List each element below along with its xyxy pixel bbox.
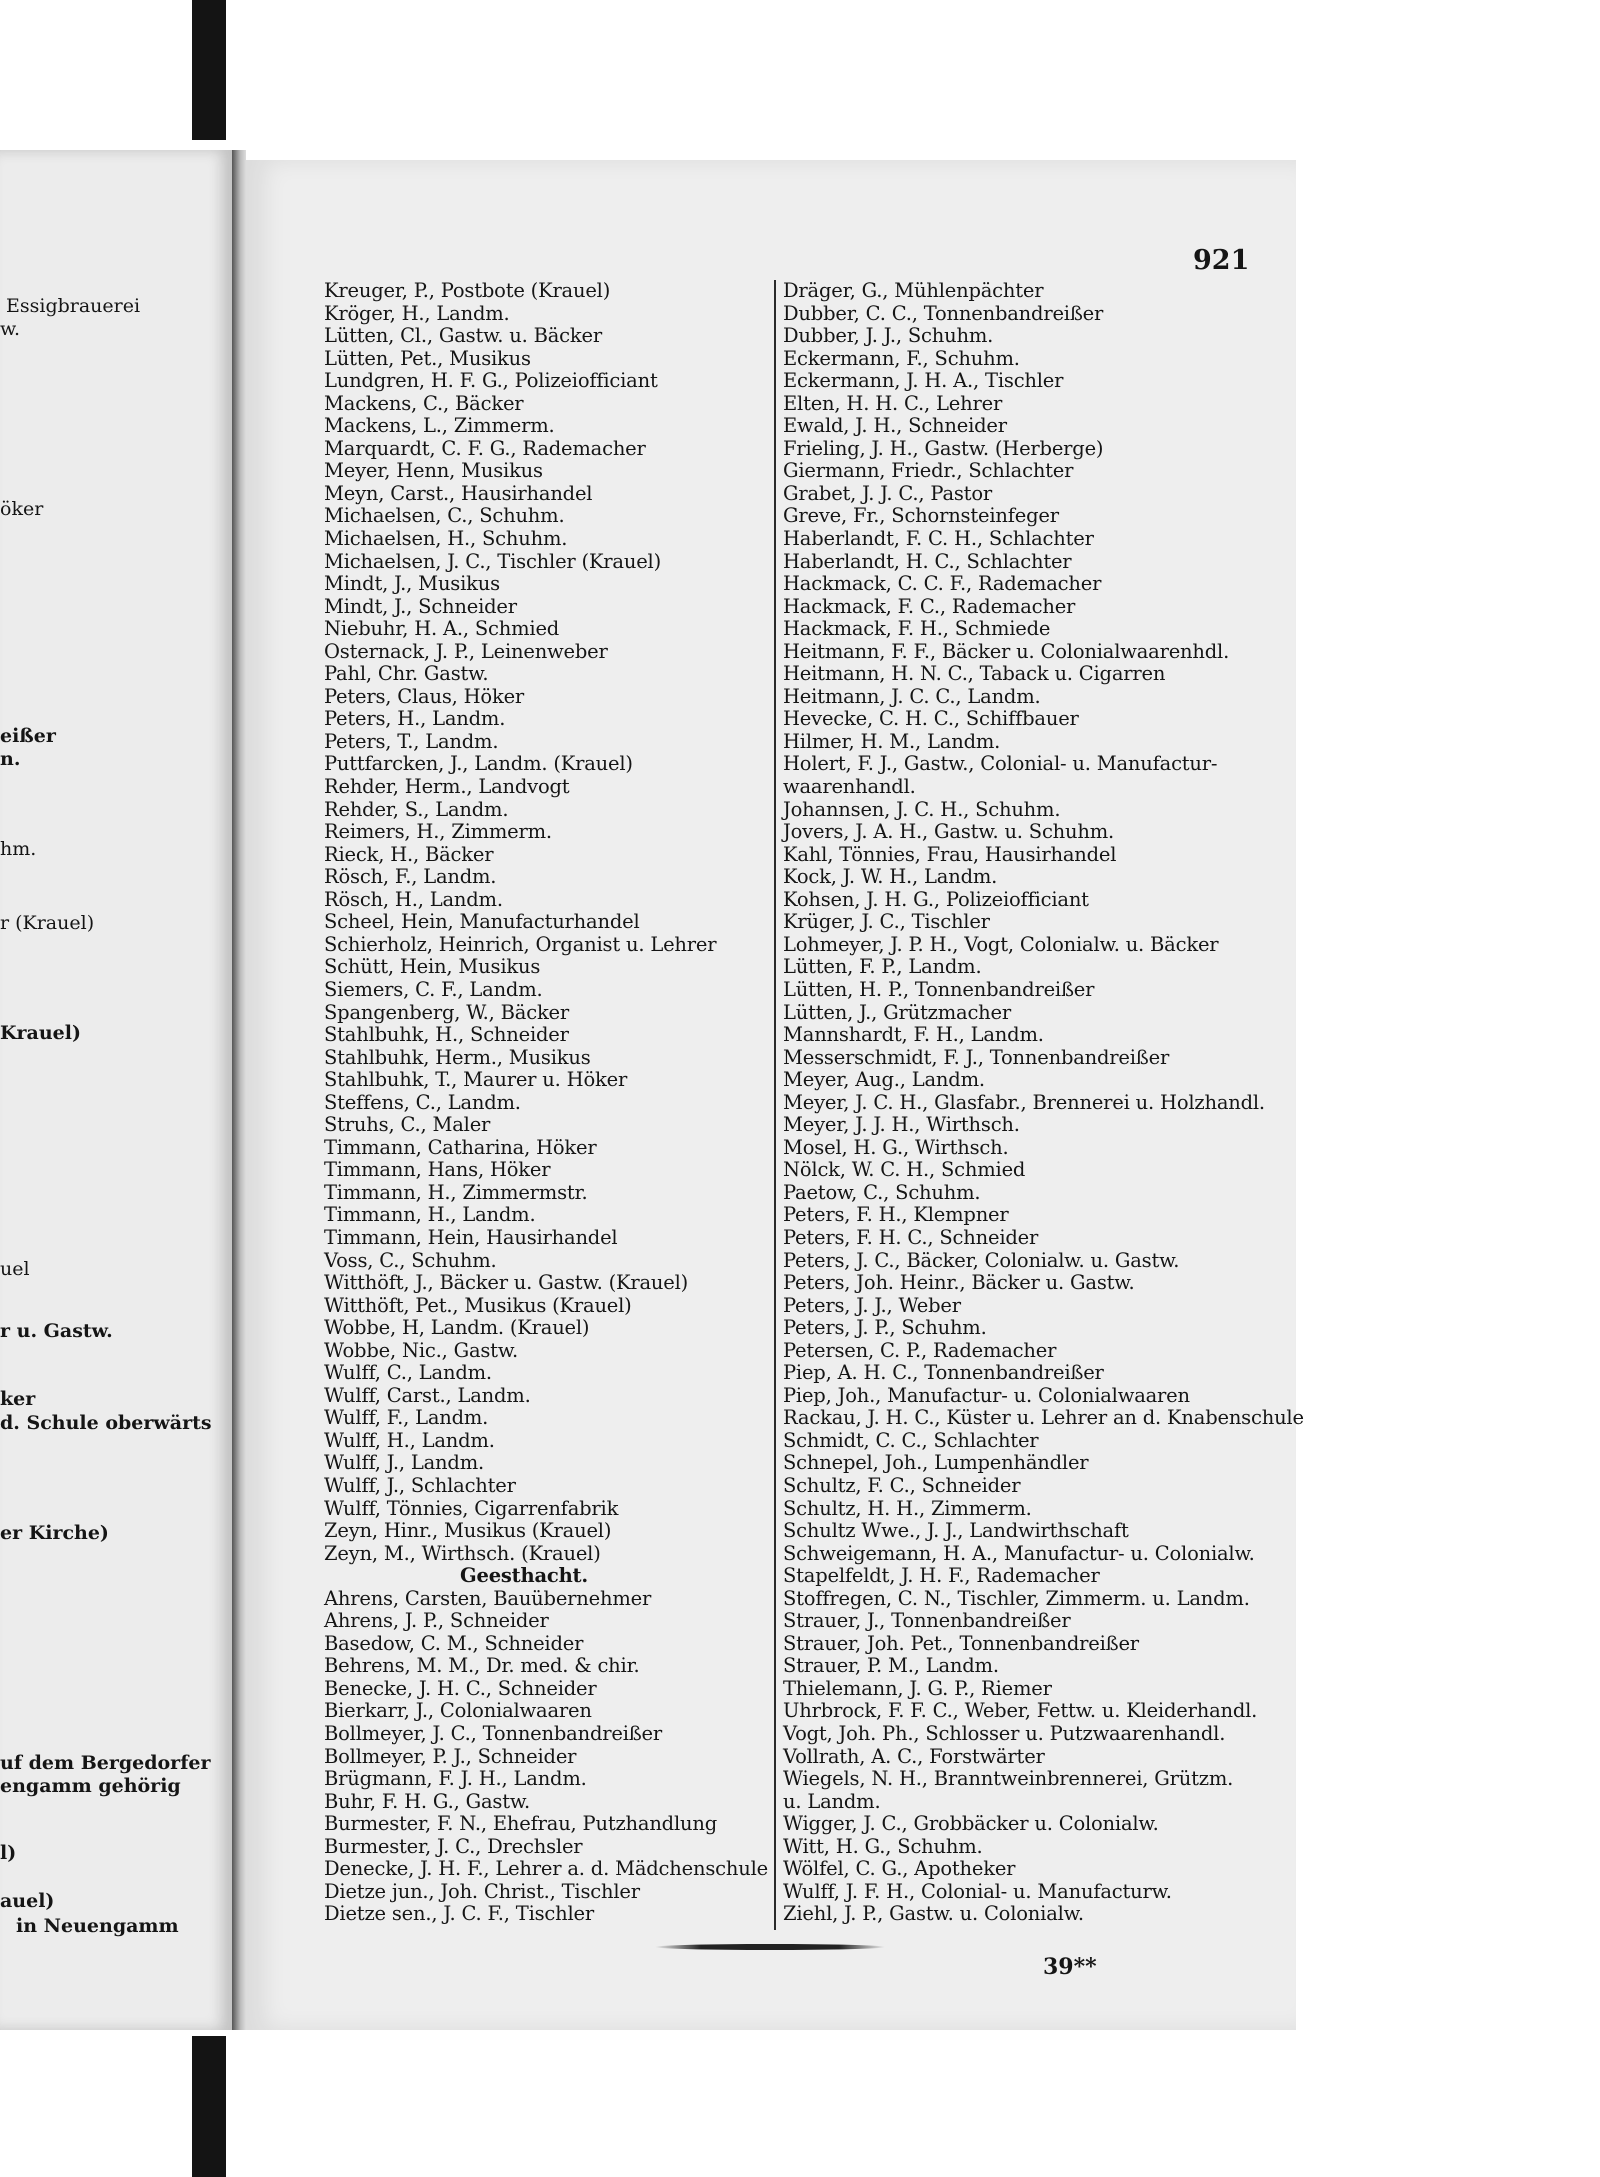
directory-entry: Schierholz, Heinrich, Organist u. Lehrer xyxy=(324,932,717,956)
directory-entry: Peters, H., Landm. xyxy=(324,707,506,731)
directory-entry: Spangenberg, W., Bäcker xyxy=(324,1000,570,1024)
directory-entry: Struhs, C., Maler xyxy=(324,1113,491,1137)
directory-entry: Osternack, J. P., Leinenweber xyxy=(324,639,608,663)
directory-entry: Wulff, H., Landm. xyxy=(324,1428,495,1452)
directory-entry: Wigger, J. C., Grobbäcker u. Colonialw. xyxy=(783,1812,1159,1836)
directory-entry: Zeyn, M., Wirthsch. (Krauel) xyxy=(324,1541,601,1565)
directory-entry: Heitmann, H. N. C., Taback u. Cigarren xyxy=(783,662,1166,686)
directory-entry: Burmester, J. C., Drechsler xyxy=(324,1834,583,1858)
directory-entry: Grabet, J. J. C., Pastor xyxy=(783,481,992,505)
directory-entry: Strauer, J., Tonnenbandreißer xyxy=(783,1609,1071,1633)
directory-entry: Frieling, J. H., Gastw. (Herberge) xyxy=(783,436,1104,460)
directory-entry: Elten, H. H. C., Lehrer xyxy=(783,391,1003,415)
directory-entry: Timmann, Hans, Höker xyxy=(324,1158,551,1182)
directory-entry: Behrens, M. M., Dr. med. & chir. xyxy=(324,1654,640,1678)
directory-entry: Michaelsen, H., Schuhm. xyxy=(324,527,568,551)
left-page-fragment: ker xyxy=(0,1388,36,1410)
directory-entry: Kohsen, J. H. G., Polizeiofficiant xyxy=(783,887,1089,911)
directory-entry: Piep, A. H. C., Tonnenbandreißer xyxy=(783,1361,1104,1385)
directory-entry: Timmann, Catharina, Höker xyxy=(324,1135,597,1159)
directory-entry: Mindt, J., Schneider xyxy=(324,594,517,618)
left-page-fragment: r u. Gastw. xyxy=(0,1320,113,1342)
directory-entry: Strauer, P. M., Landm. xyxy=(783,1654,999,1678)
directory-entry: Stoffregen, C. N., Tischler, Zimmerm. u. Landm. xyxy=(783,1586,1250,1610)
left-page-fragment: auel) xyxy=(0,1890,55,1912)
left-page-fragment: engamm gehörig xyxy=(0,1775,181,1797)
directory-entry: Witt, H. G., Schuhm. xyxy=(783,1834,983,1858)
directory-entry: Pahl, Chr. Gastw. xyxy=(324,662,489,686)
directory-entry: Uhrbrock, F. F. C., Weber, Fettw. u. Kleiderhandl. xyxy=(783,1699,1258,1723)
directory-entry: Lundgren, H. F. G., Polizeiofficiant xyxy=(324,369,658,393)
directory-entry: Benecke, J. H. C., Schneider xyxy=(324,1676,597,1700)
directory-entry: Dietze sen., J. C. F., Tischler xyxy=(324,1902,594,1926)
directory-entry: Lütten, H. P., Tonnenbandreißer xyxy=(783,977,1095,1001)
directory-entry: Holert, F. J., Gastw., Colonial- u. Manufactur- xyxy=(783,752,1218,776)
directory-entry: Bollmeyer, P. J., Schneider xyxy=(324,1744,577,1768)
directory-entry: Mannshardt, F. H., Landm. xyxy=(783,1023,1044,1047)
directory-entry: Schütt, Hein, Musikus xyxy=(324,955,541,979)
left-page-fragment: r (Krauel) xyxy=(0,912,95,934)
directory-entry: Rösch, H., Landm. xyxy=(324,887,503,911)
left-page-fragment: n. xyxy=(0,748,21,770)
directory-entry: Timmann, H., Zimmermstr. xyxy=(324,1180,588,1204)
left-page-fragment: uf dem Bergedorfer xyxy=(0,1752,211,1774)
directory-entry: Peters, F. H., Klempner xyxy=(783,1203,1009,1227)
directory-entry: Hackmack, C. C. F., Rademacher xyxy=(783,572,1102,596)
directory-entry: Thielemann, J. G. P., Riemer xyxy=(783,1676,1052,1700)
directory-entry: Stahlbuhk, Herm., Musikus xyxy=(324,1045,591,1069)
directory-entry: Voss, C., Schuhm. xyxy=(324,1248,497,1272)
page-number: 921 xyxy=(1193,245,1250,276)
left-page-fragment: hm. xyxy=(0,838,37,860)
directory-entry: Hilmer, H. M., Landm. xyxy=(783,729,1001,753)
directory-entry: Stapelfeldt, J. H. F., Rademacher xyxy=(783,1564,1100,1588)
directory-entry: Steffens, C., Landm. xyxy=(324,1090,521,1114)
directory-entry: Rösch, F., Landm. xyxy=(324,865,497,889)
directory-entry: Ahrens, Carsten, Bauübernehmer xyxy=(324,1586,652,1610)
directory-entry: Rieck, H., Bäcker xyxy=(324,842,494,866)
directory-entry: Vogt, Joh. Ph., Schlosser u. Putzwaarenhandl. xyxy=(783,1722,1226,1745)
directory-entry: Mindt, J., Musikus xyxy=(324,572,500,596)
directory-entry: Johannsen, J. C. H., Schuhm. xyxy=(783,797,1061,821)
directory-entry: Denecke, J. H. F., Lehrer a. d. Mädchenschule xyxy=(324,1857,768,1881)
directory-entry: Greve, Fr., Schornsteinfeger xyxy=(783,504,1059,528)
directory-entry: Dietze jun., Joh. Christ., Tischler xyxy=(324,1879,640,1903)
left-page-fragment: öker xyxy=(0,498,44,520)
directory-entry: Eckermann, F., Schuhm. xyxy=(783,346,1020,370)
signature-mark: 39** xyxy=(1043,1954,1097,1980)
directory-entry: Wiegels, N. H., Branntweinbrennerei, Grützm. xyxy=(783,1767,1234,1791)
scan-border-top xyxy=(192,0,226,140)
directory-entry: Heitmann, J. C. C., Landm. xyxy=(783,684,1041,708)
directory-entry: Kröger, H., Landm. xyxy=(324,301,510,325)
directory-entry: Timmann, H., Landm. xyxy=(324,1203,536,1227)
section-heading: Geesthacht. xyxy=(460,1564,588,1588)
directory-entry: Wulff, J., Schlachter xyxy=(324,1473,516,1497)
directory-entry: Paetow, C., Schuhm. xyxy=(783,1180,981,1204)
directory-entry: Mackens, C., Bäcker xyxy=(324,391,524,415)
directory-entry: Dubber, J. J., Schuhm. xyxy=(783,324,994,348)
directory-entry: Niebuhr, H. A., Schmied xyxy=(324,617,560,641)
directory-entry: waarenhandl. xyxy=(783,775,916,799)
directory-entry: Stahlbuhk, H., Schneider xyxy=(324,1023,569,1047)
directory-entry: Nölck, W. C. H., Schmied xyxy=(783,1158,1026,1182)
directory-entry: Krüger, J. C., Tischler xyxy=(783,910,990,934)
left-page-fragment: l) xyxy=(0,1842,17,1864)
directory-entry: Michaelsen, J. C., Tischler (Krauel) xyxy=(324,549,662,573)
directory-entry: Ahrens, J. P., Schneider xyxy=(324,1609,549,1633)
directory-entry: Wulff, C., Landm. xyxy=(324,1361,492,1385)
directory-entry: Burmester, F. N., Ehefrau, Putzhandlung xyxy=(324,1812,718,1836)
directory-entry: Meyer, Aug., Landm. xyxy=(783,1068,985,1092)
left-page-fragment: w. xyxy=(0,318,21,340)
directory-entry: Rehder, S., Landm. xyxy=(324,797,509,821)
left-page-fragment: d. Schule oberwärts xyxy=(0,1412,212,1434)
directory-entry: Mosel, H. G., Wirthsch. xyxy=(783,1135,1009,1159)
directory-entry: Basedow, C. M., Schneider xyxy=(324,1631,584,1655)
directory-entry: Lütten, Cl., Gastw. u. Bäcker xyxy=(324,324,602,348)
directory-entry: Piep, Joh., Manufactur- u. Colonialwaaren xyxy=(783,1383,1190,1407)
directory-entry: Rehder, Herm., Landvogt xyxy=(324,775,570,799)
directory-entry: Marquardt, C. F. G., Rademacher xyxy=(324,436,646,460)
directory-entry: Hevecke, C. H. C., Schiffbauer xyxy=(783,707,1079,731)
end-ornament xyxy=(655,1944,885,1950)
directory-entry: Meyn, Carst., Hausirhandel xyxy=(324,481,593,505)
directory-entry: Reimers, H., Zimmerm. xyxy=(324,820,552,844)
directory-entry: Ewald, J. H., Schneider xyxy=(783,414,1007,438)
directory-entry: Messerschmidt, F. J., Tonnenbandreißer xyxy=(783,1045,1170,1069)
directory-entry: Puttfarcken, J., Landm. (Krauel) xyxy=(324,752,633,776)
directory-entry: Schultz Wwe., J. J., Landwirthschaft xyxy=(783,1519,1129,1543)
directory-entry: Scheel, Hein, Manufacturhandel xyxy=(324,910,640,934)
directory-entry: Hackmack, F. H., Schmiede xyxy=(783,617,1051,641)
directory-entry: u. Landm. xyxy=(783,1789,881,1813)
directory-entry: Eckermann, J. H. A., Tischler xyxy=(783,369,1064,393)
directory-entry: Schnepel, Joh., Lumpenhändler xyxy=(783,1451,1089,1475)
directory-entry: Haberlandt, H. C., Schlachter xyxy=(783,549,1072,573)
directory-entry: Lütten, J., Grützmacher xyxy=(783,1000,1012,1024)
directory-entry: Kahl, Tönnies, Frau, Hausirhandel xyxy=(783,842,1117,866)
directory-entry: Jovers, J. A. H., Gastw. u. Schuhm. xyxy=(783,820,1115,844)
left-page-fragment: eißer xyxy=(0,725,56,747)
book-gutter xyxy=(232,150,246,2030)
directory-entry: Wobbe, H, Landm. (Krauel) xyxy=(324,1316,590,1340)
directory-entry: Petersen, C. P., Rademacher xyxy=(783,1338,1057,1362)
directory-entry: Witthöft, Pet., Musikus (Krauel) xyxy=(324,1293,632,1317)
directory-entry: Hackmack, F. C., Rademacher xyxy=(783,594,1076,618)
directory-entry: Dubber, C. C., Tonnenbandreißer xyxy=(783,301,1104,325)
directory-entry: Siemers, C. F., Landm. xyxy=(324,977,543,1001)
directory-column-right xyxy=(783,279,1304,1926)
directory-entry: Wulff, Carst., Landm. xyxy=(324,1383,531,1407)
directory-entry: Lütten, F. P., Landm. xyxy=(783,955,982,979)
directory-entry: Buhr, F. H. G., Gastw. xyxy=(324,1789,531,1813)
directory-entry: Wulff, J., Landm. xyxy=(324,1451,484,1475)
directory-entry: Rackau, J. H. C., Küster u. Lehrer an d. Knabenschule xyxy=(783,1406,1304,1430)
directory-entry: Peters, F. H. C., Schneider xyxy=(783,1225,1039,1249)
directory-entry: Michaelsen, C., Schuhm. xyxy=(324,504,565,528)
directory-entry: Meyer, J. C. H., Glasfabr., Brennerei u. Holzhandl. xyxy=(783,1090,1265,1114)
directory-entry: Brügmann, F. J. H., Landm. xyxy=(324,1767,587,1791)
directory-entry: Giermann, Friedr., Schlachter xyxy=(783,459,1074,483)
directory-entry: Haberlandt, F. C. H., Schlachter xyxy=(783,527,1094,551)
left-page-fragment: uel xyxy=(0,1258,30,1280)
directory-entry: Kock, J. W. H., Landm. xyxy=(783,865,998,889)
directory-entry: Schultz, H. H., Zimmerm. xyxy=(783,1496,1032,1520)
directory-entry: Peters, T., Landm. xyxy=(324,729,499,753)
directory-entry: Heitmann, F. F., Bäcker u. Colonialwaarenhdl. xyxy=(783,639,1230,663)
directory-entry: Wobbe, Nic., Gastw. xyxy=(324,1338,518,1362)
directory-entry: Wulff, J. F. H., Colonial- u. Manufacturw. xyxy=(783,1879,1172,1903)
directory-entry: Zeyn, Hinr., Musikus (Krauel) xyxy=(324,1519,612,1543)
directory-entry: Stahlbuhk, T., Maurer u. Höker xyxy=(324,1068,628,1092)
left-page-fragment: Krauel) xyxy=(0,1022,81,1044)
directory-entry: Peters, J. P., Schuhm. xyxy=(783,1316,987,1340)
directory-entry: Timmann, Hein, Hausirhandel xyxy=(324,1225,618,1249)
left-page-edge xyxy=(0,150,232,2030)
directory-entry: Wulff, F., Landm. xyxy=(324,1406,489,1430)
directory-entry: Schultz, F. C., Schneider xyxy=(783,1473,1021,1497)
directory-entry: Wölfel, C. G., Apotheker xyxy=(783,1857,1016,1881)
left-page-fragment: in Neuengamm xyxy=(16,1915,179,1937)
directory-entry: Meyer, J. J. H., Wirthsch. xyxy=(783,1113,1020,1137)
directory-column-left xyxy=(324,279,768,1926)
directory-entry: Meyer, Henn, Musikus xyxy=(324,459,543,483)
directory-entry: Mackens, L., Zimmerm. xyxy=(324,414,555,438)
scan-border-bottom xyxy=(192,2036,226,2177)
directory-entry: Peters, J. C., Bäcker, Colonialw. u. Gastw. xyxy=(783,1248,1180,1272)
left-page-fragment: Essigbrauerei xyxy=(6,295,141,317)
directory-entry: Peters, J. J., Weber xyxy=(783,1293,961,1317)
directory-entry: Witthöft, J., Bäcker u. Gastw. (Krauel) xyxy=(324,1271,689,1295)
directory-entry: Peters, Joh. Heinr., Bäcker u. Gastw. xyxy=(783,1271,1135,1295)
directory-entry: Peters, Claus, Höker xyxy=(324,684,525,708)
left-page-fragment: er Kirche) xyxy=(0,1522,109,1544)
directory-entry: Wulff, Tönnies, Cigarrenfabrik xyxy=(324,1496,619,1520)
directory-entry: Strauer, Joh. Pet., Tonnenbandreißer xyxy=(783,1631,1139,1655)
directory-entry: Ziehl, J. P., Gastw. u. Colonialw. xyxy=(783,1902,1084,1926)
directory-entry: Schweigemann, H. A., Manufactur- u. Colonialw. xyxy=(783,1541,1255,1565)
directory-entry: Lütten, Pet., Musikus xyxy=(324,346,531,370)
directory-entry: Lohmeyer, J. P. H., Vogt, Colonialw. u. Bäcker xyxy=(783,932,1219,956)
directory-entry: Vollrath, A. C., Forstwärter xyxy=(783,1744,1045,1768)
directory-entry: Bierkarr, J., Colonialwaaren xyxy=(324,1699,592,1723)
column-divider xyxy=(774,280,776,1930)
directory-entry: Schmidt, C. C., Schlachter xyxy=(783,1428,1039,1452)
directory-entry: Bollmeyer, J. C., Tonnenbandreißer xyxy=(324,1722,663,1745)
directory-entry: Kreuger, P., Postbote (Krauel) xyxy=(324,279,611,302)
directory-entry: Dräger, G., Mühlenpächter xyxy=(783,279,1044,302)
